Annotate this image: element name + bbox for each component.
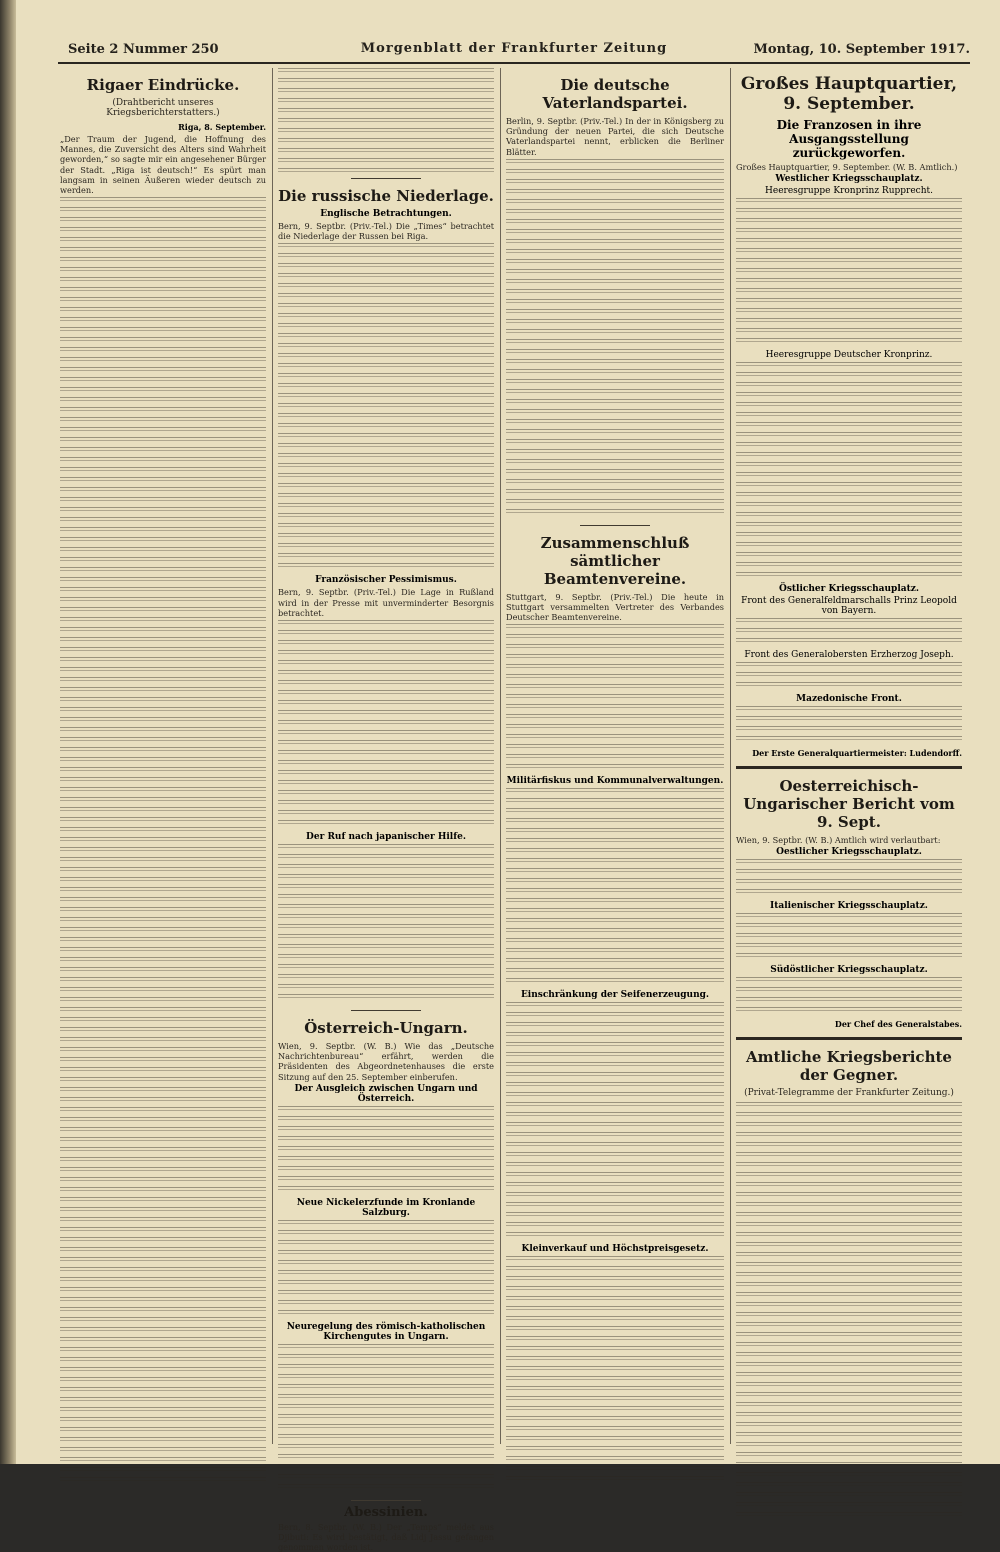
page-number: Seite 2 Nummer 250 xyxy=(68,42,219,57)
theatre-heading: Mazedonische Front. xyxy=(796,694,902,705)
section-subheading: Der Ausgleich zwischen Ungarn und Österreich. xyxy=(294,1083,478,1104)
report-title: Großes Hauptquartier, 9. September. xyxy=(740,74,958,114)
section-rule xyxy=(736,766,962,769)
section-lead: Wien, 9. Septbr. (W. B.) Wie das „Deutsche Nachrichtenbureau“ erfährt, werden die Präsidenten des Abgeordnetenhauses die erste Sitzung auf den 25. September einberufen. xyxy=(278,1041,494,1082)
article-body xyxy=(506,1002,724,1242)
article-body xyxy=(506,1256,724,1486)
section-heading: Die russische Niederlage. xyxy=(278,187,494,205)
report-lead: Wien, 9. Septbr. (W. B.) Amtlich wird verlautbart: xyxy=(736,835,941,846)
report-body xyxy=(736,198,962,348)
article-body xyxy=(506,624,724,774)
section-rule xyxy=(736,1037,962,1040)
section-rule xyxy=(580,525,650,526)
section-subheading: Neue Nickelerzfunde im Kronlande Salzburg. xyxy=(296,1197,476,1218)
section-lead: Bern, 8. Septbr. (W. B.) Der „Temps“ meldet aus Djibuti: Es wird bestätigt, daß Lidj Jassu gefangen genommen worden ist. xyxy=(278,1521,494,1552)
section-lead: Stuttgart, 9. Septbr. (Priv.-Tel.) Die heute in Stuttgart versammelten Vertreter des Verbandes Deutscher Beamtenvereine. xyxy=(506,591,724,623)
report-signature: Der Erste Generalquartiermeister: Ludendorff. xyxy=(752,748,962,759)
section-subheading: Kleinverkauf und Höchstpreisgesetz. xyxy=(521,1244,709,1255)
group-heading: Heeresgruppe Deutscher Kronprinz. xyxy=(765,350,933,361)
section-heading: Österreich-Ungarn. xyxy=(304,1019,468,1038)
article-dateline: Riga, 8. September. xyxy=(178,122,266,132)
article-title: Rigaer Eindrücke. xyxy=(86,76,240,94)
report-wire: Großes Hauptquartier, 9. September. (W. B. Amtlich.) xyxy=(736,162,958,172)
article-body xyxy=(506,788,724,988)
article-body xyxy=(278,1344,494,1494)
section-subheading: Militärfiskus und Kommunalverwaltungen. xyxy=(506,776,724,787)
report-body xyxy=(736,362,962,582)
section-heading: Die deutsche Vaterlandspartei. xyxy=(542,76,688,112)
group-heading: Front des Generalobersten Erzherzog Joseph. xyxy=(744,650,954,661)
article-body xyxy=(278,1106,494,1196)
article-body xyxy=(506,159,724,519)
section-rule xyxy=(351,178,421,179)
article-subtitle: (Drahtbericht unseres Kriegsberichterstatters.) xyxy=(106,98,220,118)
section-subheading: Der Ruf nach japanischer Hilfe. xyxy=(306,832,466,843)
report-title: Amtliche Kriegsberichte der Gegner. xyxy=(746,1048,952,1085)
section-subheading: Neuregelung des römisch-katholischen Kirchengutes in Ungarn. xyxy=(286,1321,486,1342)
group-heading: Heeresgruppe Kronprinz Rupprecht. xyxy=(765,186,933,197)
article-body xyxy=(278,620,494,830)
issue-date: Montag, 10. September 1917. xyxy=(753,42,970,57)
section-subheading: Einschränkung der Seifenerzeugung. xyxy=(520,990,710,1001)
section-rule xyxy=(351,1010,421,1011)
column-1 xyxy=(60,68,266,1444)
report-body xyxy=(736,1102,962,1522)
report-signature: Der Chef des Generalstabes. xyxy=(834,1019,962,1030)
report-subtitle: (Privat-Telegramme der Frankfurter Zeitung.) xyxy=(744,1088,954,1099)
report-title: Oesterreichisch-Ungarischer Bericht vom 9. Sept. xyxy=(743,777,955,832)
theatre-heading: Östlicher Kriegsschauplatz. xyxy=(778,584,919,595)
section-heading: Zusammenschluß sämtlicher Beamtenvereine. xyxy=(540,533,690,588)
newspaper-title: Morgenblatt der Frankfurter Zeitung xyxy=(360,41,668,56)
report-subtitle: Die Franzosen in ihre Ausgangsstellung zurückgeworfen. xyxy=(776,118,922,160)
column-divider xyxy=(500,68,501,1444)
section-lead: Bern, 9. Septbr. (Priv.-Tel.) Die Lage in Rußland wird in der Presse mit unverminderter Besorgnis betrachtet. xyxy=(278,587,494,618)
article-body xyxy=(278,68,494,172)
article-body xyxy=(278,1220,494,1320)
theatre-heading: Westlicher Kriegsschauplatz. xyxy=(775,174,923,185)
article-body xyxy=(278,844,494,1004)
column-divider xyxy=(272,68,273,1444)
masthead xyxy=(58,38,970,62)
column-divider xyxy=(730,68,731,1444)
section-lead: Bern, 9. Septbr. (Priv.-Tel.) Die „Times“ betrachtet die Niederlage der Russen bei Riga. xyxy=(278,221,494,242)
section-subheading: Englische Betrachtungen. xyxy=(320,209,452,219)
article-body xyxy=(278,243,494,573)
article-body xyxy=(60,197,266,1487)
theatre-heading: Südöstlicher Kriegsschauplatz. xyxy=(770,965,928,976)
report-body xyxy=(736,618,962,648)
theatre-heading: Oestlicher Kriegsschauplatz. xyxy=(776,847,922,858)
section-lead: Berlin, 9. Septbr. (Priv.-Tel.) In der in Königsberg zu Gründung der neuen Partei, die sich Deutsche Vaterlandspartei nennt, erblicken die Berliner Blätter. xyxy=(506,116,724,157)
report-body xyxy=(736,662,962,692)
masthead-rule xyxy=(58,62,970,64)
report-body xyxy=(736,913,962,963)
section-subheading: Französischer Pessimismus. xyxy=(315,575,457,586)
report-body xyxy=(736,706,962,746)
report-body xyxy=(736,977,962,1017)
page-spine xyxy=(0,0,16,1464)
column-4 xyxy=(736,68,962,1444)
theatre-heading: Italienischer Kriegsschauplatz. xyxy=(770,901,928,912)
report-body xyxy=(736,859,962,899)
section-heading: Abessinien. xyxy=(344,1504,428,1520)
column-2 xyxy=(278,68,494,1552)
article-lead: „Der Traum der Jugend, die Hoffnung des Mannes, die Zuversicht des Alters sind Wahrheit geworden,“ so sagte mir ein angesehener Bürger der Stadt. „Riga ist deutsch!“ Es spürt man langsam in seinen Äußeren wieder deutsch zu werden. xyxy=(60,134,266,196)
group-heading: Front des Generalfeldmarschalls Prinz Leopold von Bayern. xyxy=(741,596,957,617)
column-3 xyxy=(506,68,724,1444)
section-rule xyxy=(351,1500,421,1501)
